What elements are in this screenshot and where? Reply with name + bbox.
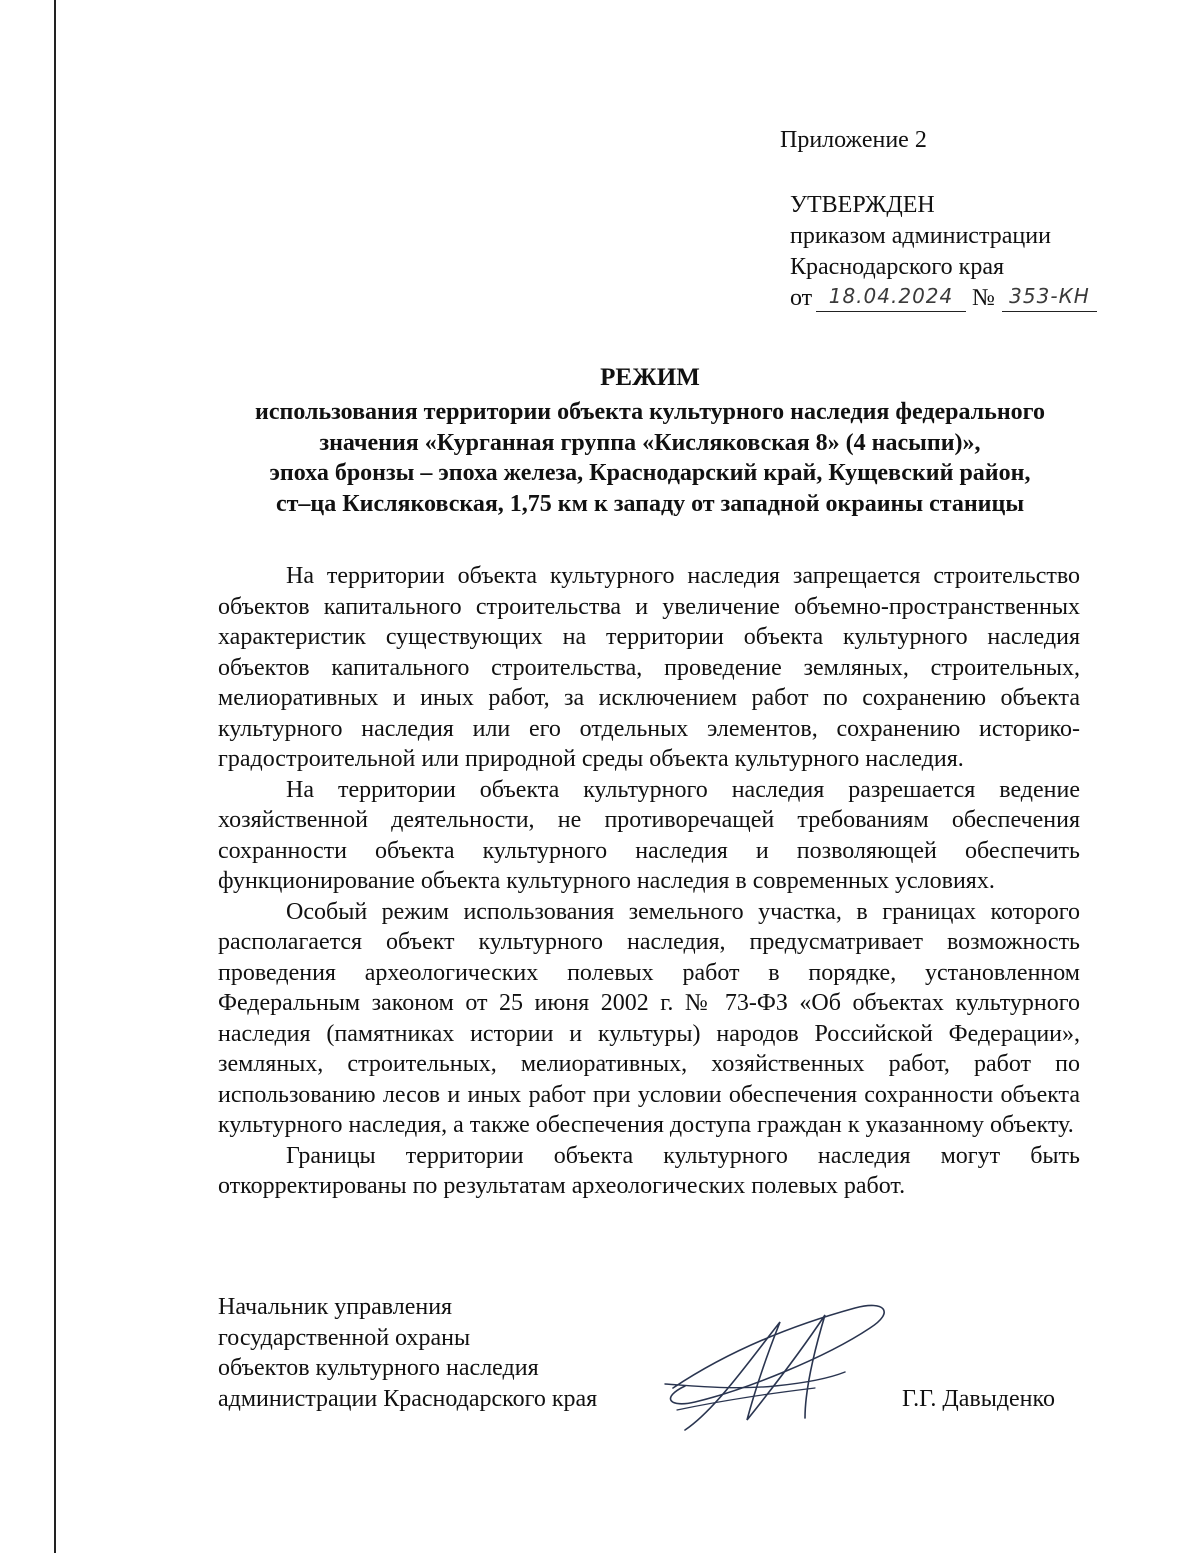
approval-date-row (790, 283, 1090, 314)
signatory-position (218, 1292, 597, 1414)
page-left-edge (54, 0, 56, 1553)
approval-status: УТВЕРЖДЕН (790, 192, 935, 218)
approval-line-1: приказом администрации (790, 223, 1051, 249)
approval-block (790, 190, 1090, 314)
document-body (218, 561, 1080, 1202)
position-line-1: Начальник управления (218, 1294, 453, 1320)
body-paragraph-4: Границы территории объекта культурного наследия могут быть откорректированы по результатам археологических полевых работ. (218, 1142, 1080, 1199)
subtitle-line-4: ст–ца Кисляковская, 1,75 км к западу от западной окраины станицы (275, 490, 1025, 517)
position-line-4: администрации Краснодарского края (218, 1385, 598, 1412)
approval-line-2: Краснодарского края (790, 254, 1005, 280)
date-prefix: от (790, 285, 813, 311)
number-prefix: № (972, 285, 995, 311)
body-paragraph-2: На территории объекта культурного наследия разрешается ведение хозяйственной деятельности, не противоречащей требованиям обеспечения сохранности объекта культурного наследия и позволяющей обеспечить функционирование объекта культурного наследия в современных условиях. (218, 776, 1080, 894)
signer-name: Г.Г. Давыденко (902, 1386, 1055, 1412)
document-title: РЕЖИМ (600, 364, 700, 391)
handwritten-signature-icon (655, 1290, 900, 1435)
position-line-3: объектов культурного наследия (218, 1355, 539, 1381)
appendix-label: Приложение 2 (780, 127, 927, 153)
handwritten-date: 18.04.2024 (816, 283, 966, 312)
document-subtitle (190, 397, 1110, 519)
handwritten-number: 353-КН (1002, 283, 1097, 312)
position-line-2: государственной охраны (218, 1324, 471, 1351)
body-paragraph-1: На территории объекта культурного наследия запрещается строительство объектов капитального строительства и увеличение объемно-пространственных характеристик существующих на территории объекта культурного наследия объектов капитального строительства, проведение земляных, строительных, мелиоративных и иных работ, за исключением работ по сохранению объекта культурного наследия или его отдельных элементов, сохранению историко-градостроительной или природной среды объекта культурного наследия. (218, 563, 1080, 772)
subtitle-line-2: значения «Курганная группа «Кисляковская 8» (4 насыпи)», (319, 429, 981, 456)
subtitle-line-3: эпоха бронзы – эпоха железа, Краснодарский край, Кущевский район, (269, 460, 1031, 486)
body-paragraph-3: Особый режим использования земельного участка, в границах которого располагается объект культурного наследия, предусматривает возможность проведения археологических полевых работ в порядке, установленном Федеральным законом от 25 июня 2002 г. № 73-ФЗ «Об объектах культурного наследия (памятниках истории и культуры) народов Российской Федерации», земляных, строительных, мелиоративных, хозяйственных работ, работ по использованию лесов и иных работ при условии обеспечения сохранности объекта культурного наследия, а также обеспечения доступа граждан к указанному объекту. (218, 898, 1080, 1138)
subtitle-line-1: использования территории объекта культурного наследия федерального (255, 399, 1045, 425)
